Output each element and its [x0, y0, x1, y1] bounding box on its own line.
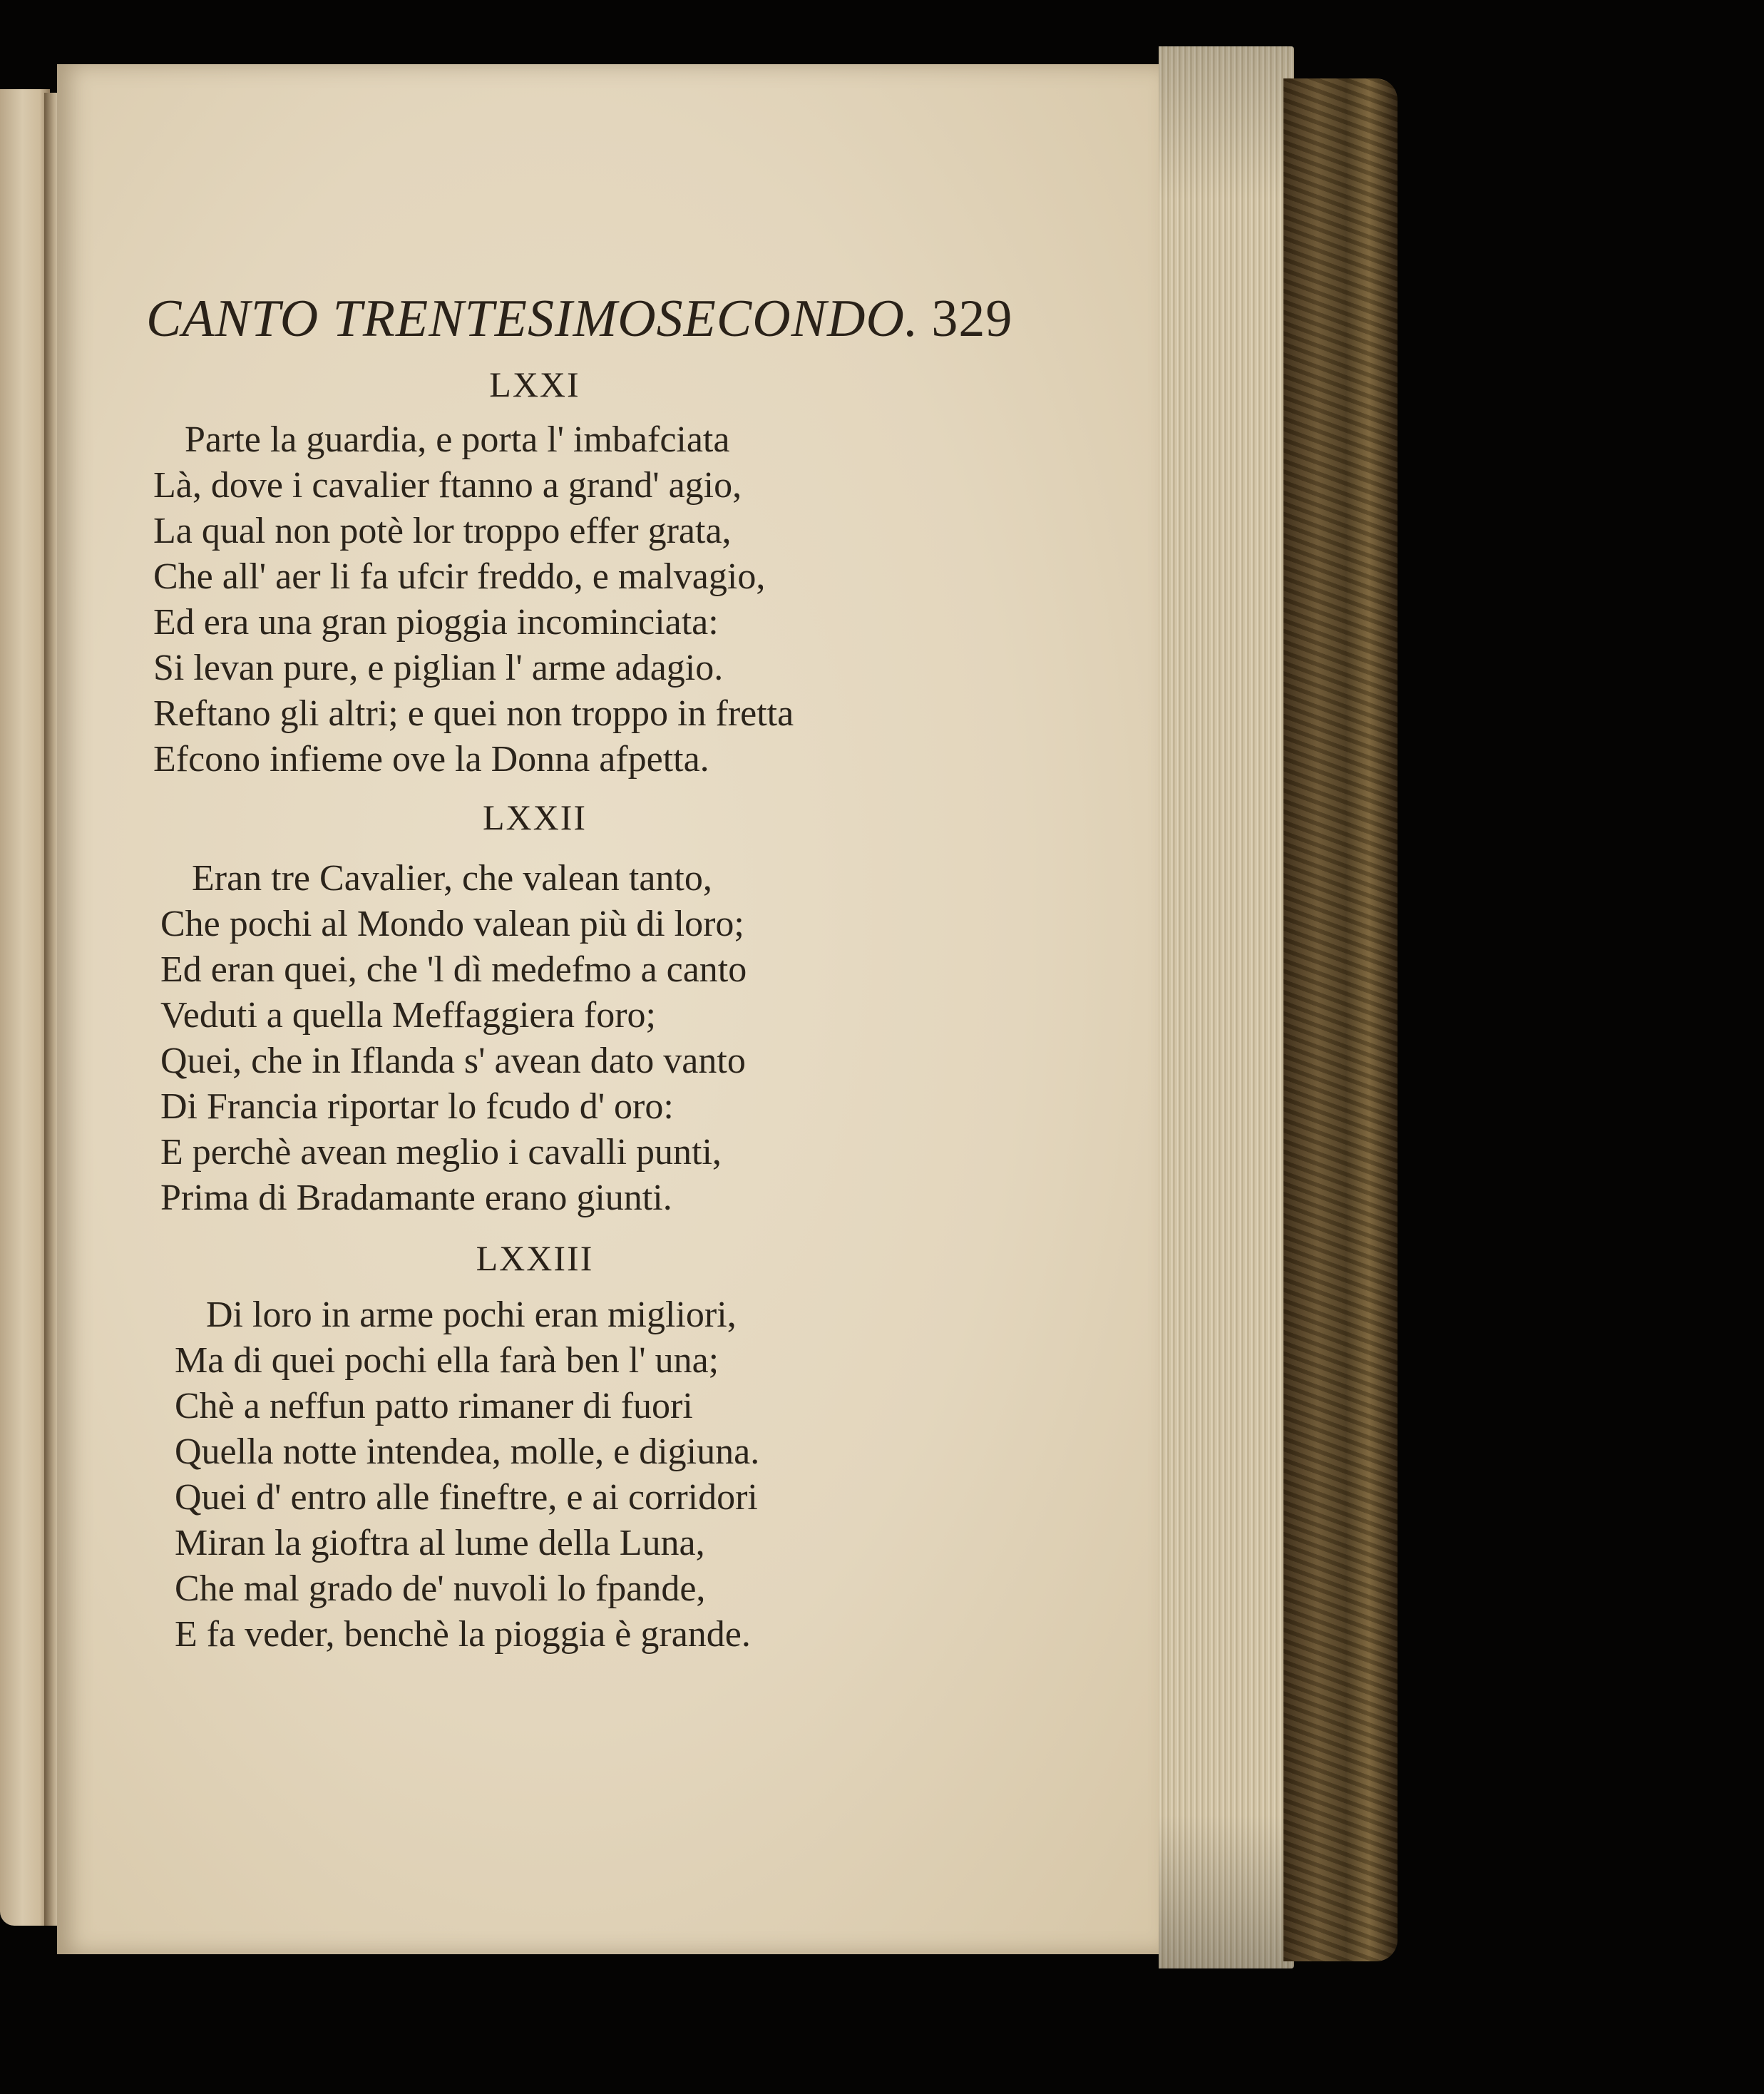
verse-line: Miran la gioftra al lume della Luna,: [175, 1523, 705, 1563]
verse-line: Quella notte intendea, molle, e digiuna.: [175, 1431, 760, 1472]
verse-line: Che pochi al Mondo valean più di loro;: [160, 904, 744, 944]
verse-line: Prima di Bradamante erano giunti.: [160, 1178, 672, 1218]
verse-line: Si levan pure, e piglian l' arme adagio.: [153, 648, 724, 688]
canto-title: CANTO TRENTESIMOSECONDO.: [146, 290, 919, 348]
running-header: [146, 289, 1013, 349]
verse-line: Ma di quei pochi ella farà ben l' una;: [175, 1340, 719, 1381]
stanza-number: LXXII: [482, 797, 588, 837]
verse-line: E perchè avean meglio i cavalli punti,: [160, 1132, 722, 1173]
verse-line: Parte la guardia, e porta l' imbafciata: [185, 419, 730, 460]
left-page-edge: [0, 89, 50, 1926]
verse-line: Che all' aer li fa ufcir freddo, e malvagio,: [153, 556, 766, 597]
verse-line: Là, dove i cavalier ftanno a grand' agio,: [153, 465, 742, 506]
page-number: 329: [931, 290, 1013, 348]
verse-line: Efcono infieme ove la Donna afpetta.: [153, 739, 709, 780]
stanza: [153, 417, 794, 782]
leather-cover: [1283, 78, 1398, 1961]
verse-line: Ed era una gran pioggia incominciata:: [153, 602, 719, 643]
verse-line: Veduti a quella Meffaggiera foro;: [160, 995, 656, 1036]
verse-line: Di loro in arme pochi eran migliori,: [206, 1294, 737, 1335]
verse-line: E fa veder, benchè la pioggia è grande.: [175, 1614, 751, 1655]
verse-line: Quei d' entro alle fineftre, e ai corridori: [175, 1477, 758, 1518]
stanza-number: LXXI: [489, 364, 580, 404]
verse-line: Chè a neffun patto rimaner di fuori: [175, 1386, 693, 1426]
verse-line: Che mal grado de' nuvoli lo fpande,: [175, 1568, 706, 1609]
verse-line: Eran tre Cavalier, che valean tanto,: [192, 858, 712, 899]
verse-line: Ed eran quei, che 'l dì medefmo a canto: [160, 949, 747, 990]
verse-line: Quei, che in Iflanda s' avean dato vanto: [160, 1041, 746, 1081]
page-block-shadow: [1159, 46, 1294, 1968]
stanza-number: LXXIII: [476, 1238, 594, 1278]
verse-line: Reftano gli altri; e quei non troppo in fretta: [153, 693, 794, 734]
stanza: [175, 1292, 759, 1658]
verse-line: La qual non potè lor troppo effer grata,: [153, 511, 732, 551]
verse-line: Di Francia riportar lo fcudo d' oro:: [160, 1086, 674, 1127]
stanza: [160, 856, 747, 1221]
